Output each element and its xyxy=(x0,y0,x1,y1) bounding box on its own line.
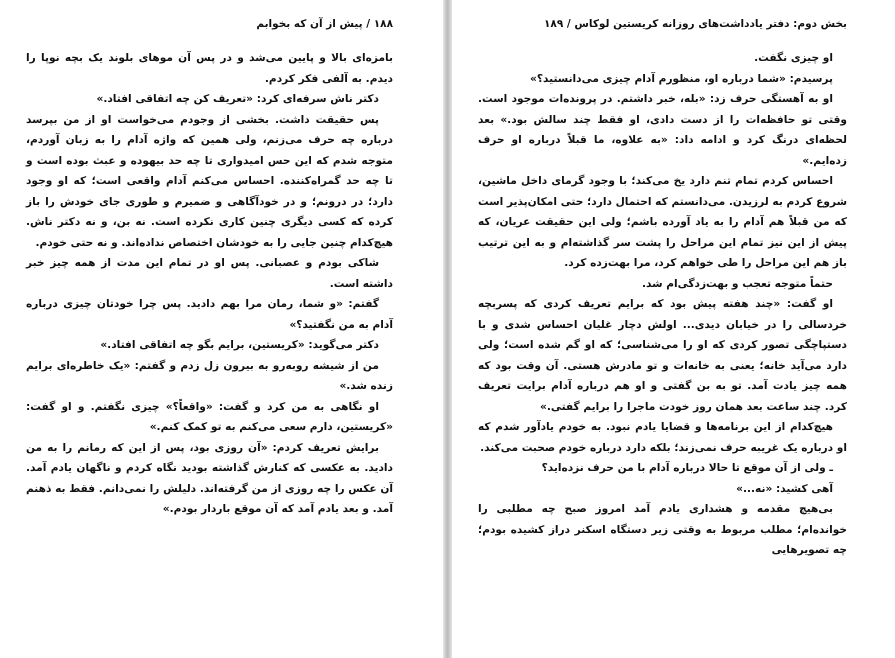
paragraph: پس حقیقت داشت. بخشی از وجودم می‌خواست او از من بپرسد درباره چه حرف می‌زنم، ولی همین که واژه آدام را به زبان آوردم، متوجه شدم که این حس امیدواری تا چه حد بیهوده و عبث بوده است و تا چه حد گمراه‌کننده. احساس می‌کنم آدام واقعی است؛ که او وجود دارد؛ در درونم؛ و در خودآگاهی و ضمیرم و طوری جای خودش را باز کرده که کسی دیگری چنین کاری نکرده است. نه بن، و نه دکتر ناش. هیچ‌کدام چنین جایی را به خودشان اختصاص نداده‌اند. و نه حتی خودم. xyxy=(26,113,393,249)
paragraph: برایش تعریف کردم: «آن روزی بود، پس از این که رمانم را به من دادید. به عکسی که کنارش گذاشته بودید نگاه کردم و ناگهان یادم آمد. آن عکس را چه روزی از من گرفته‌اند. دلیلش را نمی‌دانم. فقط به ذهنم آمد. و بعد یادم آمد که آن موقع باردار بودم.» xyxy=(26,441,393,515)
paragraph: پرسیدم: «شما درباره او، منظورم آدام چیزی می‌دانستید؟» xyxy=(530,72,833,85)
paragraph: احساس کردم تمام تنم دارد یخ می‌کند؛ با وجود گرمای داخل ماشین، شروع کردم به لرزیدن. می‌دانستم که احتمال دارد؛ حتی امکان‌پذیر است که من قبلاً هم آدام را به یاد آورده باشم؛ ولی این حقیقت عریان، که پیش از این نیز تمام این مراحل را پشت سر گذاشته‌ام و به این ترتیب باز هم این مراحل را طی خواهم کرد، مرا بهت‌زده کرد. xyxy=(478,175,847,269)
page-body xyxy=(26,48,393,520)
paragraph: دکتر ناش سرفه‌ای کرد: «تعریف کن چه اتفاقی افتاد.» xyxy=(96,93,379,105)
paragraph: بامزه‌ای بالا و پایین می‌شد و در پس آن موهای بلوند یک بچه نوپا را دیدم. به آلفی فکر کردم. xyxy=(26,52,393,85)
paragraph: شاکی بودم و عصبانی. پس او در تمام این مدت از همه چیز خبر داشته است. xyxy=(26,257,393,290)
page-header: بخش دوم: دفتر یادداشت‌های روزانه کریستین لوکاس / ۱۸۹ xyxy=(544,18,847,30)
paragraph: او نگاهی به من کرد و گفت: «واقعاً؟» چیزی نگفتم. و او گفت: «کریستین، دارم سعی می‌کنم به تو کمک کنم.» xyxy=(26,400,393,433)
paragraph: گفتم: «و شما، رمان مرا بهم دادید. پس چرا خودتان چیزی درباره آدام به من نگفتید؟» xyxy=(26,298,393,331)
paragraph: هیچ‌کدام از این برنامه‌ها و قضایا یادم نبود. به خودم یادآور شدم که او درباره یک غریبه حرف نمی‌زند؛ بلکه دارد درباره خودم صحبت می‌کند. xyxy=(478,421,847,454)
paragraph: او گفت: «چند هفته پیش بود که برایم تعریف کردی که پسربچه خردسالی را در خیابان دیدی... اولش دچار غلیان احساس شدی و با دستپاچگی تصور کردی که او را می‌شناسی؛ که او گم شده است؛ ولی دارد می‌آید خانه؛ یعنی به خانه‌ات و تو مادرش هستی. آن وقت بود که همه چیز یادت آمد. تو به بن گفتی و او هم درباره آدام برایت تعریف کرد. چند ساعت بعد همان روز خودت ماجرا را برایم گفتی.» xyxy=(478,298,847,413)
paragraph: حتماً متوجه تعجب و بهت‌زدگی‌ام شد. xyxy=(641,277,833,290)
left-page xyxy=(0,0,443,658)
paragraph: او چیزی نگفت. xyxy=(754,52,833,64)
right-page xyxy=(452,0,895,658)
book-gutter xyxy=(443,0,452,658)
paragraph: بی‌هیچ مقدمه و هشداری یادم آمد امروز صبح چه مطلبی را خوانده‌ام؛ مطلب مربوط به وقتی زیر دستگاه اسکنر دراز کشیده بودم؛ چه تصویرهایی xyxy=(478,503,847,556)
page-header: ۱۸۸ / پیش از آن که بخوابم xyxy=(256,18,393,30)
paragraph: دکتر می‌گوید: «کریستین، برایم بگو چه اتفاقی افتاد.» xyxy=(100,339,379,351)
paragraph: من از شیشه روبه‌رو به بیرون زل زدم و گفتم: «یک خاطره‌ای برایم زنده شد.» xyxy=(26,359,393,392)
paragraph: ـ ولی از آن موقع تا حالا درباره آدام با من حرف نزده‌اید؟ xyxy=(541,462,833,474)
paragraph: او به آهستگی حرف زد: «بله، خبر داشتم. در پرونده‌ات موجود است. وقتی تو حافظه‌ات را از دست دادی، او فقط چند سالش بود.» بعد لحظه‌ای درنگ کرد و ادامه داد: «به علاوه، ما قبلاً درباره او حرف زده‌ایم.» xyxy=(478,93,847,167)
page-body xyxy=(478,48,847,561)
paragraph: آهی کشید: «نه...» xyxy=(736,482,833,495)
